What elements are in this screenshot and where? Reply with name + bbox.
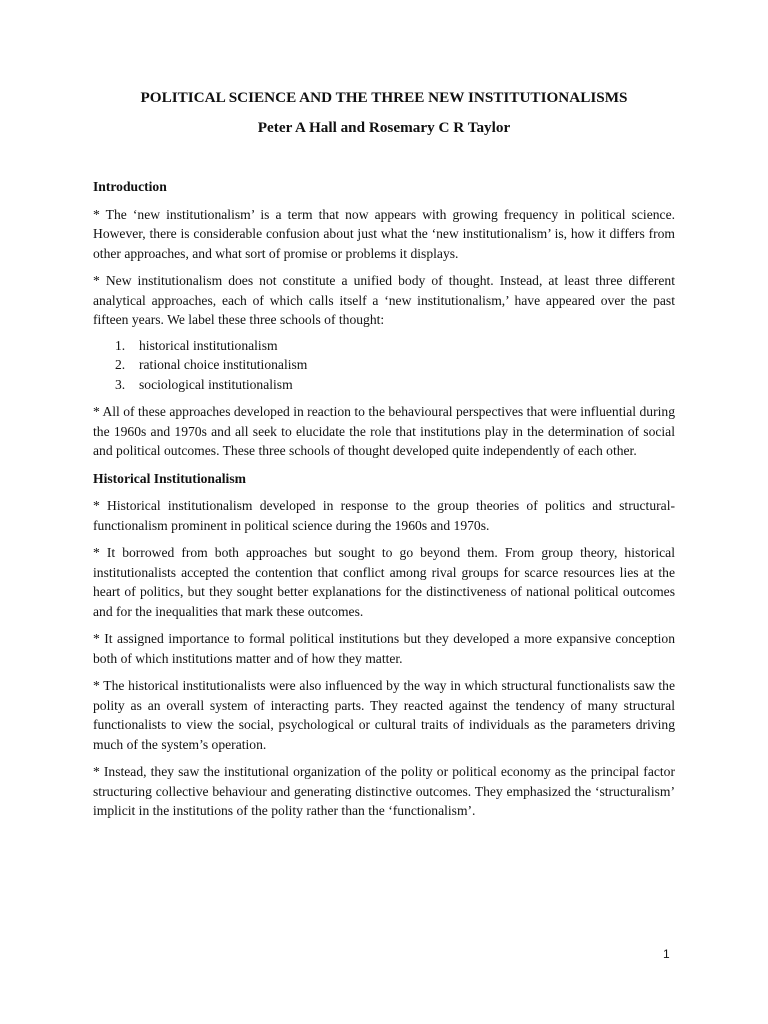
list-item xyxy=(115,336,675,356)
introduction-paragraph-2: * New institutionalism does not constitute a unified body of thought. Instead, at least three different analytical approaches, each of which calls itself a ‘new institutionalism,’ have appeared over the past fifteen years. We label these three schools of thought: xyxy=(93,273,675,327)
introduction-paragraph-3: * All of these approaches developed in reaction to the behavioural perspectives that were influential during the 1960s and 1970s and all seek to elucidate the role that institutions play in the determination of social and political outcomes. These three schools of thought developed quite independently of each other. xyxy=(93,404,675,458)
introduction-heading: Introduction xyxy=(93,179,167,194)
historical-institutionalism-heading: Historical Institutionalism xyxy=(93,470,246,486)
list-item-text: historical institutionalism xyxy=(139,337,278,353)
list-item-text: rational choice institutionalism xyxy=(139,357,308,372)
introduction-paragraph-1: * The ‘new institutionalism’ is a term that now appears with growing frequency in political science. However, there is considerable confusion about just what the ‘new institutionalism’ is, how it differs from other approaches, and what sort of promise or problems it displays. xyxy=(93,206,675,261)
list-item xyxy=(115,375,675,395)
list-item-number: 3. xyxy=(115,376,126,392)
historical-paragraph-3: * It assigned importance to formal political institutions but they developed a more expansive conception both of which institutions matter and of how they matter. xyxy=(93,631,675,666)
introduction-section xyxy=(93,177,675,461)
historical-paragraph-5: * Instead, they saw the institutional organization of the polity or political economy as the principal factor structuring collective behaviour and generating distinctive outcomes. They emphasized the ‘structuralism’ implicit in the institutions of the polity rather than the ‘functionalism’. xyxy=(93,764,675,818)
document-authors: Peter A Hall and Rosemary C R Taylor xyxy=(257,119,511,136)
historical-paragraph-2: * It borrowed from both approaches but sought to go beyond them. From group theory, historical institutionalists accepted the contention that conflict among rival groups for scarce resources lies at the heart of politics, but they sought better explanations for the distinctiveness of national political outcomes and for the inequalities that mark these outcomes. xyxy=(93,545,675,619)
schools-list xyxy=(93,336,675,395)
list-item-text: sociological institutionalism xyxy=(139,376,293,392)
list-item-number: 1. xyxy=(115,337,126,353)
historical-institutionalism-section xyxy=(93,469,675,821)
list-item xyxy=(115,355,675,375)
historical-paragraph-1: * Historical institutionalism developed in response to the group theories of politics and structural-functionalism prominent in political science during the 1960s and 1970s. xyxy=(93,498,675,533)
document-title: POLITICAL SCIENCE AND THE THREE NEW INSTITUTIONALISMS xyxy=(140,89,628,106)
page-number: 1 xyxy=(663,947,670,961)
historical-paragraph-4: * The historical institutionalists were also influenced by the way in which structural functionalists saw the polity as an overall system of interacting parts. They reacted against the tendency of many structural functionalists to view the social, psychological or cultural traits of individuals as the parameters driving much of the system’s operation. xyxy=(93,678,675,752)
list-item-number: 2. xyxy=(115,357,126,372)
document-page xyxy=(93,88,675,821)
